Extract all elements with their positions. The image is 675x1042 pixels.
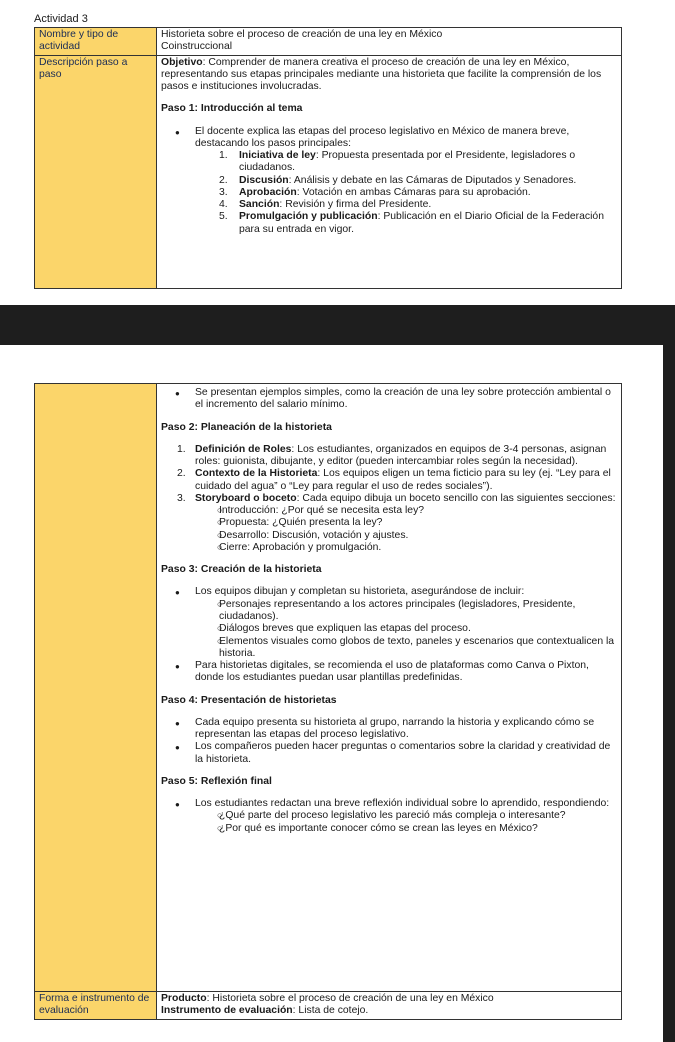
paso2-num: 1. bbox=[177, 443, 186, 455]
storyboard-item: ○ Cierre: Aprobación y promulgación. bbox=[161, 542, 617, 554]
description-continuation bbox=[157, 384, 622, 992]
paso5-bullet: ● Los estudiantes redactan una breve reflexión individual sobre lo aprendido, respondiendo: bbox=[161, 798, 617, 810]
paso3-sub: ○ Elementos visuales como globos de texto, paneles y escenarios que contextualicen la historia. bbox=[161, 636, 617, 661]
activity-table-bottom bbox=[34, 383, 622, 1020]
row-description-cont bbox=[35, 384, 622, 992]
paso4-title: Paso 4: Presentación de historietas bbox=[161, 694, 337, 706]
stage-item bbox=[161, 199, 617, 211]
paso2-bold: Definición de Roles bbox=[195, 443, 292, 455]
storyboard-item: ○ Propuesta: ¿Quién presenta la ley? bbox=[161, 517, 617, 529]
paso3-sub: ○ Personajes representando a los actores principales (legisladores, Presidente, ciudadanos). bbox=[161, 599, 617, 624]
paso3-sub: ○ Diálogos breves que expliquen las etapas del proceso. bbox=[161, 623, 617, 635]
stage-bold: Promulgación y publicación bbox=[239, 211, 378, 223]
stage-bold: Iniciativa de ley bbox=[239, 150, 316, 162]
paso2-num: 3. bbox=[177, 492, 186, 504]
paso2-item bbox=[161, 444, 617, 469]
product-label: Producto bbox=[161, 993, 207, 1004]
paso2-bold: Storyboard o boceto bbox=[195, 492, 297, 504]
objective-text: : Comprender de manera creativa el proceso de creación de una ley en México, representando sus etapas principales mediante una historieta que facilite la comprensión de los pasos e instituciones involucradas. bbox=[161, 56, 602, 93]
row-name-type bbox=[35, 28, 622, 56]
paso3-bullet: ● Para historietas digitales, se recomienda el uso de plataformas como Canva o Pixton, donde los estudiantes puedan usar plantillas predefinidas. bbox=[161, 660, 617, 685]
page-break-band bbox=[0, 305, 675, 345]
label-evaluacion: Forma e instrumento de evaluación bbox=[35, 992, 157, 1020]
stage-num: 1. bbox=[219, 150, 228, 162]
paso1-title: Paso 1: Introducción al tema bbox=[161, 103, 303, 115]
page-title: Actividad 3 bbox=[34, 13, 88, 25]
paso1-bullet: ● El docente explica las etapas del proceso legislativo en México de manera breve, destacando los pasos principales: bbox=[161, 126, 617, 151]
storyboard-item: ○ Introducción: ¿Por qué se necesita esta ley? bbox=[161, 505, 617, 517]
stage-text: : Votación en ambas Cámaras para su aprobación. bbox=[296, 186, 531, 198]
label-nombre-tipo: Nombre y tipo de actividad bbox=[35, 28, 157, 56]
objective bbox=[161, 57, 617, 94]
stage-item bbox=[161, 187, 617, 199]
examples-bullet: ● Se presentan ejemplos simples, como la creación de una ley sobre protección ambiental o el incremento del salario mínimo. bbox=[161, 387, 617, 412]
product-text: : Historieta sobre el proceso de creación de una ley en México bbox=[206, 993, 494, 1004]
instrument-label: Instrumento de evaluación bbox=[161, 1005, 293, 1017]
paso2-title: Paso 2: Planeación de la historieta bbox=[161, 421, 332, 433]
row-evaluation bbox=[35, 992, 622, 1020]
paso2-text: : Cada equipo dibuja un boceto sencillo con las siguientes secciones: bbox=[296, 492, 616, 504]
stage-text: : Análisis y debate en las Cámaras de Diputados y Senadores. bbox=[288, 174, 577, 186]
stage-bold: Sanción bbox=[239, 199, 280, 211]
paso3-bullet: ● Los equipos dibujan y completan su historieta, asegurándose de incluir: bbox=[161, 586, 617, 598]
stage-text: : Propuesta presentada por el Presidente, legisladores o ciudadanos. bbox=[239, 150, 576, 174]
storyboard-item: ○ Desarrollo: Discusión, votación y ajustes. bbox=[161, 530, 617, 542]
label-continuation bbox=[35, 384, 157, 992]
activity-title: Historieta sobre el proceso de creación de una ley en México bbox=[161, 29, 443, 40]
stages-list bbox=[161, 150, 617, 236]
paso5-sub: ○ ¿Por qué es importante conocer cómo se crean las leyes en México? bbox=[161, 823, 617, 835]
evaluation-content bbox=[157, 992, 622, 1020]
stage-num: 5. bbox=[219, 211, 228, 223]
stage-item bbox=[161, 175, 617, 187]
stage-bold: Aprobación bbox=[239, 186, 297, 198]
objective-label: Objetivo bbox=[161, 56, 203, 68]
paso2-num: 2. bbox=[177, 468, 186, 480]
label-descripcion: Descripción paso a paso bbox=[35, 55, 157, 288]
paso4-bullet: ● Los compañeros pueden hacer preguntas o comentarios sobre la claridad y creatividad de la historieta. bbox=[161, 741, 617, 766]
stage-text: : Revisión y firma del Presidente. bbox=[279, 199, 432, 211]
activity-name bbox=[157, 28, 622, 56]
paso4-bullet: ● Cada equipo presenta su historieta al grupo, narrando la historia y explicando cómo se representan las etapas del proceso legislativo. bbox=[161, 717, 617, 742]
paso5-title: Paso 5: Reflexión final bbox=[161, 775, 272, 787]
stage-item bbox=[161, 211, 617, 236]
paso3-title: Paso 3: Creación de la historieta bbox=[161, 564, 322, 576]
stage-item bbox=[161, 150, 617, 175]
paso5-sub: ○ ¿Qué parte del proceso legislativo les pareció más compleja o interesante? bbox=[161, 810, 617, 822]
right-edge-band bbox=[663, 345, 675, 1042]
stage-num: 4. bbox=[219, 199, 228, 211]
description-content bbox=[157, 55, 622, 288]
product-line bbox=[161, 993, 617, 1005]
paso2-item bbox=[161, 493, 617, 505]
paso2-text: : Los equipos eligen un tema ficticio para su ley (ej. “Ley para el cuidado del agua” o “Ley para regular el uso de redes sociales”). bbox=[195, 468, 611, 492]
stage-num: 3. bbox=[219, 186, 228, 198]
activity-table-top bbox=[34, 27, 622, 289]
stage-bold: Discusión bbox=[239, 174, 289, 186]
stage-text: : Publicación en el Diario Oficial de la Federación para su entrada en vigor. bbox=[239, 211, 604, 235]
paso2-bold: Contexto de la Historieta bbox=[195, 468, 318, 480]
activity-type: Coinstruccional bbox=[161, 41, 233, 53]
paso2-item bbox=[161, 468, 617, 493]
paso2-text: : Los estudiantes, organizados en equipos de 3-4 personas, asignan roles: guionista, dibujante, y editor (pueden intercambiar roles según la necesidad). bbox=[195, 443, 607, 468]
instrument-line bbox=[161, 1005, 617, 1017]
instrument-text: : Lista de cotejo. bbox=[292, 1005, 369, 1017]
row-description bbox=[35, 55, 622, 288]
stage-num: 2. bbox=[219, 174, 228, 186]
